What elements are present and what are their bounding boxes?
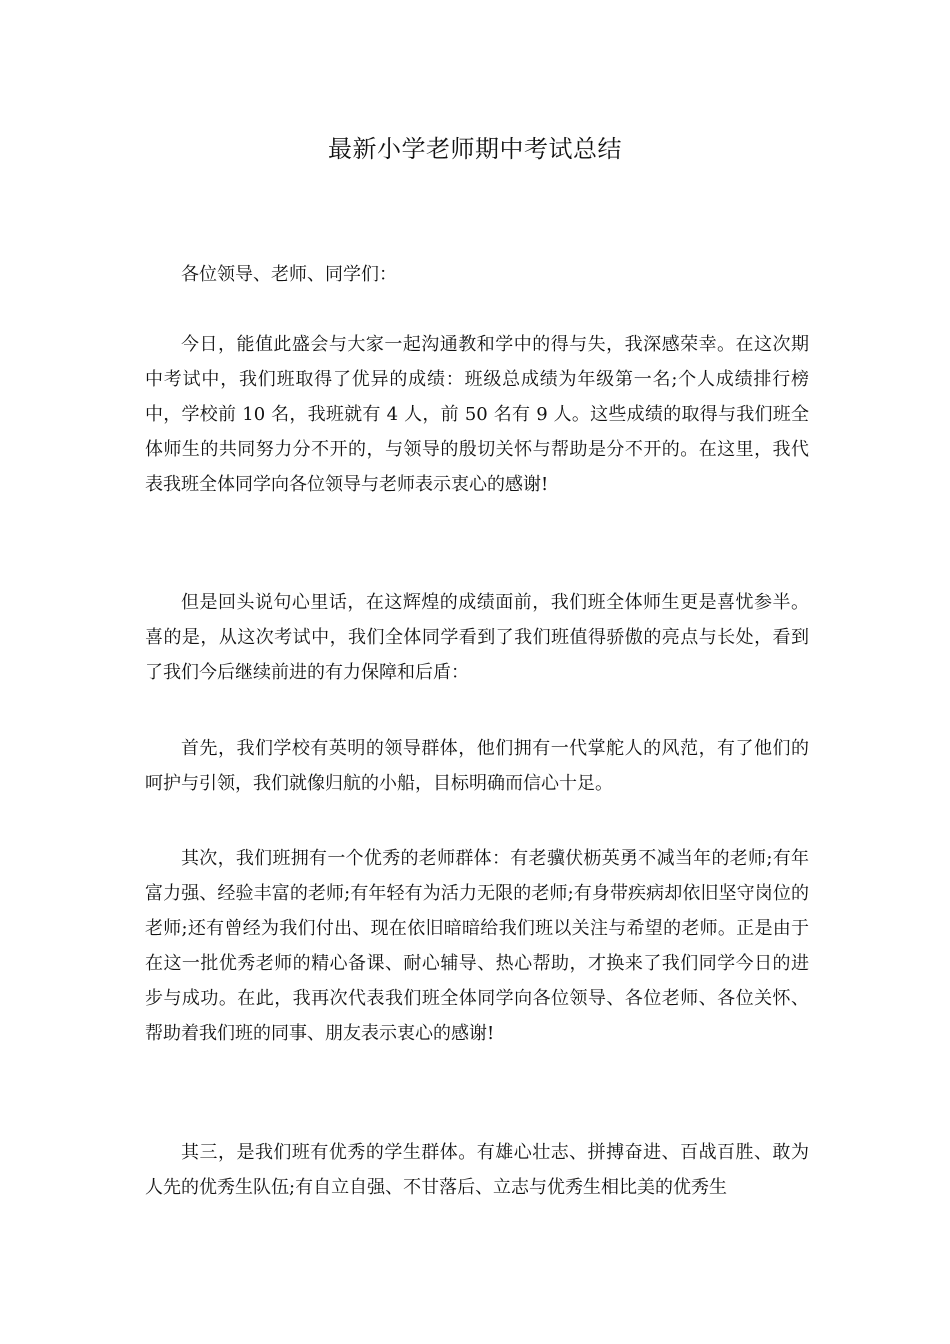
salutation: 各位领导、老师、同学们：	[181, 264, 397, 285]
paragraph-teachers: 其次，我们班拥有一个优秀的老师群体：有老骥伏枥英勇不减当年的老师;有年富力强、经验丰富的老师;有年轻有为活力无限的老师;有身带疾病却依旧坚守岗位的老师;还有曾经为我们付出、现在依旧暗暗给我们班以关注与希望的老师。正是由于在这一批优秀老师的精心备课、耐心辅导、热心帮助，才换来了我们同学今日的进步与成功。在此，我再次代表我们班全体同学向各位领导、各位老师、各位关怀、帮助着我们班的同事、朋友表示衷心的感谢!	[145, 848, 809, 1044]
paragraph-students: 其三，是我们班有优秀的学生群体。有雄心壮志、拼搏奋进、百战百胜、敢为人先的优秀生队伍;有自立自强、不甘落后、立志与优秀生相比美的优秀生	[145, 1142, 809, 1198]
document-title: 最新小学老师期中考试总结	[328, 135, 622, 163]
paragraph-leadership: 首先，我们学校有英明的领导群体，他们拥有一代掌舵人的风范，有了他们的呵护与引领，我们就像归航的小船，目标明确而信心十足。	[145, 738, 809, 794]
paragraph-results: 今日，能值此盛会与大家一起沟通教和学中的得与失，我深感荣幸。在这次期中考试中，我们班取得了优异的成绩：班级总成绩为年级第一名;个人成绩排行榜中，学校前 10 名，我班就有 4 人，前 50 名有 9 人。这些成绩的取得与我们班全体师生的共同努力分不开的，与领导的殷切关怀与帮助是分不开的。在这里，我代表我班全体同学向各位领导与老师表示衷心的感谢!	[145, 334, 809, 495]
paragraph-reflection: 但是回头说句心里话，在这辉煌的成绩面前，我们班全体师生更是喜忧参半。喜的是，从这次考试中，我们全体同学看到了我们班值得骄傲的亮点与长处，看到了我们今后继续前进的有力保障和后盾：	[145, 592, 809, 683]
